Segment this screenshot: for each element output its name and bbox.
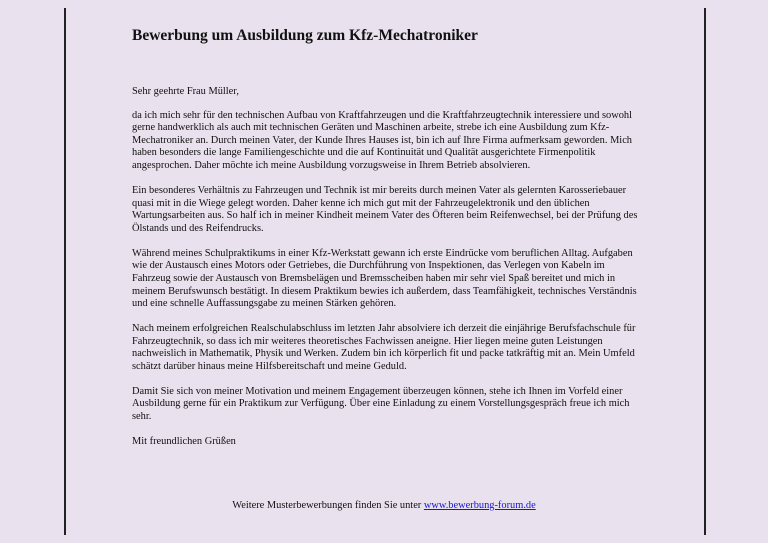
- paragraph-3: Während meines Schulpraktikums in einer Kfz-Werkstatt gewann ich erste Eindrücke vom beruflichen Alltag. Aufgaben wie der Austausch eines Motors oder Getriebes, die Durchführung von Inspektionen, das Verlegen von Kabeln im Fahrzeug sowie der Austausch von Bremsbelägen und Bremsscheiben haben mir sehr viel Spaß bereitet und mich in meinem Berufswunsch bestätigt. In diesem Praktikum bewies ich außerdem, dass Teamfähigkeit, technisches Verständnis und eine schnelle Auffassungsgabe zu meinen Stärken gehören.: [132, 247, 637, 310]
- letter-body: [132, 26, 642, 449]
- paragraph-5: Damit Sie sich von meiner Motivation und meinem Engagement überzeugen können, stehe ich Ihnen im Vorfeld einer Ausbildung gerne für ein Praktikum zur Verfügung. Über eine Einladung zu einem Vorstellungsgespräch freue ich mich sehr.: [132, 385, 630, 423]
- right-border-line: [704, 8, 706, 535]
- letter-title: Bewerbung um Ausbildung zum Kfz-Mechatroniker: [132, 27, 478, 44]
- footer-text: Weitere Musterbewerbungen finden Sie unter: [232, 500, 424, 511]
- closing: Mit freundlichen Grüßen: [132, 436, 236, 448]
- left-border-line: [64, 8, 66, 535]
- paragraph-2: Ein besonderes Verhältnis zu Fahrzeugen und Technik ist mir bereits durch meinen Vater als gelernten Karosseriebauer quasi mit in die Wiege gelegt worden. Daher kenne ich mich gut mit der Fahrzeugelektronik und den üblichen Wartungsarbeiten aus. So half ich in meiner Kindheit meinem Vater des Öfteren beim Reifenwechsel, bei der Prüfung des Ölstands und des Reifendrucks.: [132, 184, 638, 234]
- paragraph-4: Nach meinem erfolgreichen Realschulabschluss im letzten Jahr absolviere ich derzeit die einjährige Berufsfachschule für Fahrzeugtechnik, so dass ich mir weiteres theoretisches Fachwissen aneigne. Hier liegen meine guten Leistungen nachweislich in Mathematik, Physik und Werken. Zudem bin ich körperlich fit und packe tatkräftig mit an. Mein Umfeld schätzt darüber hinaus meine Hilfsbereitschaft und meine Geduld.: [132, 323, 636, 372]
- footer: [0, 499, 768, 512]
- paragraph-1: da ich mich sehr für den technischen Aufbau von Kraftfahrzeugen und die Kraftfahrzeugtechnik interessiere und sowohl gerne handwerklich als auch mit technischen Geräten und Maschinen arbeite, strebe ich eine Ausbildung zum Kfz-Mechatroniker an. Durch meinen Vater, der Kunde Ihres Hauses ist, bin ich auf Ihre Firma aufmerksam geworden. Mich haben besonders die lange Familiengeschichte und die auf Kontinuität und Qualität ausgerichtete Firmenpolitik angesprochen. Daher möchte ich meine Ausbildung vorzugsweise in Ihrem Betrieb absolvieren.: [132, 109, 633, 171]
- salutation: Sehr geehrte Frau Müller,: [132, 86, 239, 97]
- footer-link[interactable]: www.bewerbung-forum.de: [423, 500, 536, 511]
